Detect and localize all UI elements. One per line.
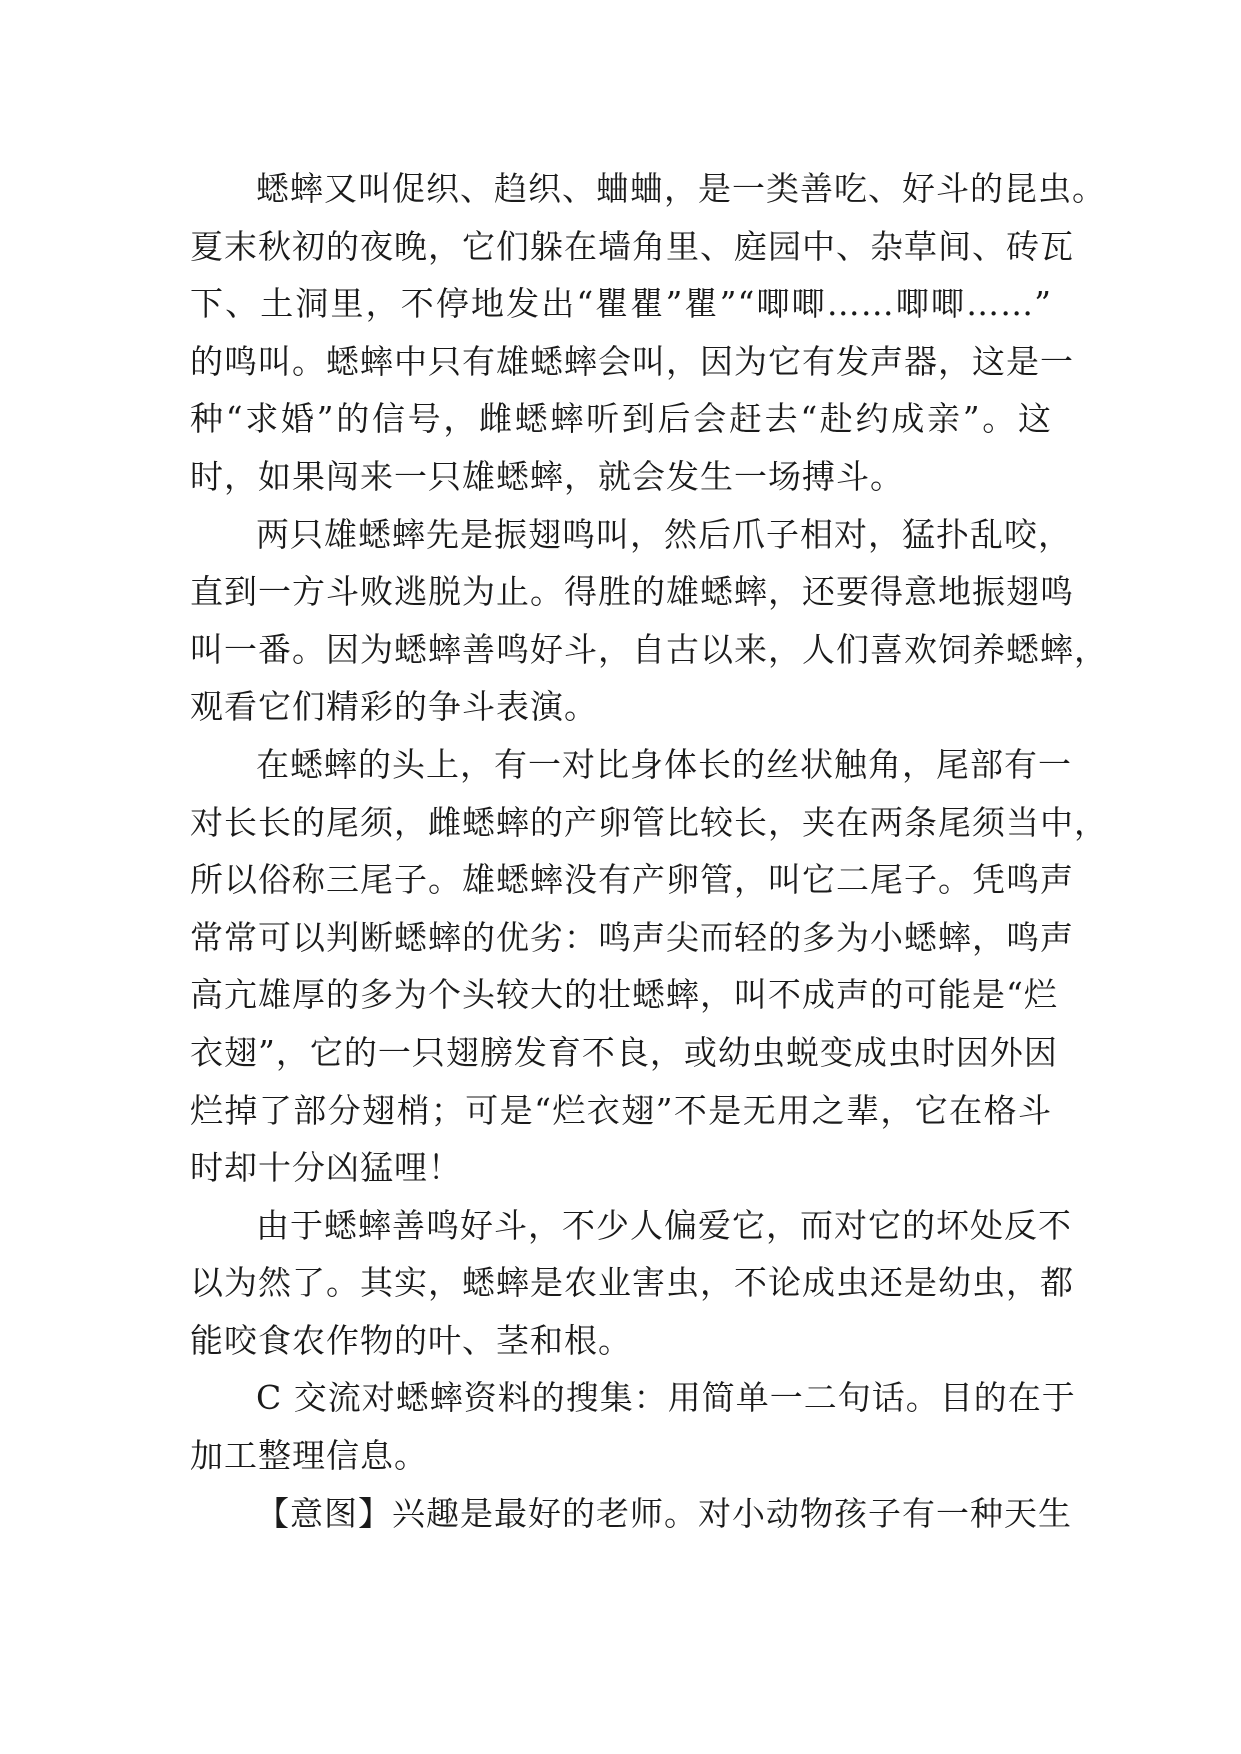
paragraph-1-line-1: 蟋蟀又叫促织、趋织、蛐蛐，是一类善吃、好斗的昆虫。 [256,169,1106,208]
paragraph-3-line-2: 对长长的尾须，雌蟋蟀的产卵管比较长，夹在两条尾须当中， [190,802,1108,842]
paragraph-4-line-2: 以为然了。其实，蟋蟀是农业害虫，不论成虫还是幼虫，都 [190,1263,1074,1303]
paragraph-1-line-5: 种“求婚”的信号，雌蟋蟀听到后会赶去“赴约成亲”。这 [190,399,1052,439]
paragraph-1-line-3: 下、土洞里，不停地发出“瞿瞿”瞿”“唧唧……唧唧……” [190,284,1052,324]
body-text [190,160,1108,1542]
paragraph-2-line-1: 两只雄蟋蟀先是振翅鸣叫，然后爪子相对，猛扑乱咬， [256,514,1072,554]
paragraph-1-line-6: 时，如果闯来一只雄蟋蟀，就会发生一场搏斗。 [190,456,904,496]
paragraph-2-line-3: 叫一番。因为蟋蟀善鸣好斗，自古以来，人们喜欢饲养蟋蟀， [190,629,1108,669]
paragraph-3-line-1: 在蟋蟀的头上，有一对比身体长的丝状触角，尾部有一 [256,744,1072,784]
paragraph-2-line-4: 观看它们精彩的争斗表演。 [190,687,598,727]
paragraph-6-line-1: 【意图】兴趣是最好的老师。对小动物孩子有一种天生 [256,1493,1072,1533]
paragraph-2-line-2: 直到一方斗败逃脱为止。得胜的雄蟋蟀，还要得意地振翅鸣 [190,572,1074,612]
paragraph-4-line-1: 由于蟋蟀善鸣好斗，不少人偏爱它，而对它的坏处反不 [256,1205,1072,1245]
paragraph-1-line-2: 夏末秋初的夜晚，它们躲在墙角里、庭园中、杂草间、砖瓦 [190,226,1074,266]
paragraph-3-line-3: 所以俗称三尾子。雄蟋蟀没有产卵管，叫它二尾子。凭鸣声 [190,860,1074,900]
paragraph-3-line-5: 高亢雄厚的多为个头较大的壮蟋蟀，叫不成声的可能是“烂 [190,975,1058,1015]
paragraph-3-line-6: 衣翅”，它的一只翅膀发育不良，或幼虫蜕变成虫时因外因 [190,1032,1058,1072]
paragraph-5-line-2: 加工整理信息。 [190,1436,428,1476]
paragraph-3-line-4: 常常可以判断蟋蟀的优劣：鸣声尖而轻的多为小蟋蟀，鸣声 [190,917,1074,957]
paragraph-4-line-3: 能咬食农作物的叶、茎和根。 [190,1320,632,1360]
paragraph-1-line-4: 的鸣叫。蟋蟀中只有雄蟋蟀会叫，因为它有发声器，这是一 [190,341,1074,381]
paragraph-3-line-8: 时却十分凶猛哩！ [190,1148,462,1188]
paragraph-3-line-7: 烂掉了部分翅梢；可是“烂衣翅”不是无用之辈，它在格斗 [190,1090,1052,1130]
paragraph-5-line-1: C 交流对蟋蟀资料的搜集：用简单一二句话。目的在于 [256,1378,1076,1418]
